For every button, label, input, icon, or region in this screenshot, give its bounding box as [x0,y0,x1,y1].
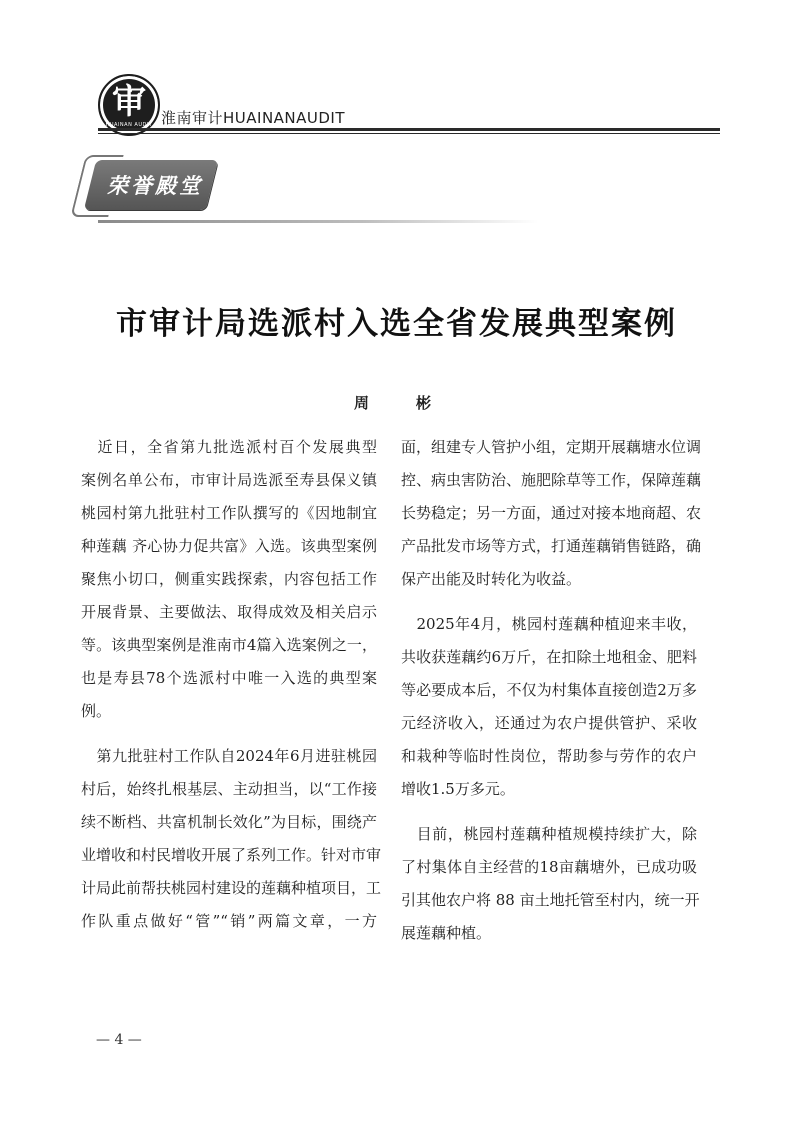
text-line: 业增收和村民增收开展了系列工作。针对市审 [81,846,382,864]
text-line: 共收获莲藕约6万斤，在扣除土地租金、肥料 [401,648,697,666]
text-line: 村后，始终扎根基层、主动担当，以“工作接 [81,780,377,798]
text-line: 目前，桃园村莲藕种植规模持续扩大，除 [401,825,697,843]
text-line: 增收1.5万多元。 [401,780,515,798]
header-brand: 淮南审计HUAINANAUDIT [161,109,346,127]
text-line: 等必要成本后，不仅为村集体直接创造2万多 [401,681,697,699]
text-line: 和栽种等临时性岗位，帮助参与劳作的农户 [401,747,697,765]
text-line: 展莲藕种植。 [401,924,492,942]
paragraph-gap [401,596,697,608]
header-rule [98,128,720,131]
header-rule-thin [98,133,720,134]
text-line: 作队重点做好“管”“销”两篇文章，一方 [81,912,377,930]
text-line: 面，组建专人管护小组，定期开展藕塘水位调 [401,438,702,456]
text-line: 控、病虫害防治、施肥除草等工作，保障莲藕 [401,471,702,489]
text-line: 近日，全省第九批选派村百个发展典型 [81,438,377,456]
text-line: 了村集体自主经营的18亩藕塘外，已成功吸 [401,858,697,876]
text-line: 等。该典型案例是淮南市4篇入选案例之一， [81,636,377,654]
text-line: 计局此前帮扶桃园村建设的莲藕种植项目，工 [81,879,382,897]
text-line: 例。 [81,702,112,720]
article-author: 周 彬 [353,394,447,412]
text-line: 也是寿县78个选派村中唯一入选的典型案 [81,669,377,687]
text-line: 种莲藕 齐心协力促共富》入选。该典型案例 [81,537,377,555]
page-number: — 4 — [96,1032,142,1048]
text-line: 聚焦小切口，侧重实践探索，内容包括工作 [81,570,377,588]
left-column [81,431,382,938]
text-line: 续不断档、共富机制长效化”为目标，围绕产 [81,813,377,831]
text-line: 2025年4月，桃园村莲藕种植迎来丰收， [401,615,697,633]
logo-ring-text: HUAINAN AUDIT [105,122,153,128]
text-line: 案例名单公布，市审计局选派至寿县保义镇 [81,471,377,489]
text-line: 产品批发市场等方式，打通莲藕销售链路，确 [401,537,702,555]
text-line: 桃园村第九批驻村工作队撰写的《因地制宜 [81,504,377,522]
text-line: 长势稳定；另一方面，通过对接本地商超、农 [401,504,702,522]
text-line: 保产出能及时转化为收益。 [401,570,582,588]
article-title: 市审计局选派村入选全省发展典型案例 [116,306,677,342]
text-line: 开展背景、主要做法、取得成效及相关启示 [81,603,377,621]
right-column [401,431,702,950]
paragraph-gap [401,806,697,818]
text-line: 引其他农户将 88 亩土地托管至村内，统一开 [401,891,700,909]
logo-glyph: 审 [112,82,146,122]
audit-logo [98,74,160,136]
section-tab-label: 荣誉殿堂 [107,174,203,198]
text-line: 元经济收入，还通过为农户提供管护、采收 [401,714,697,732]
paragraph-gap [81,728,377,740]
text-line: 第九批驻村工作队自2024年6月进驻桃园 [81,747,377,765]
section-underline [98,220,538,223]
